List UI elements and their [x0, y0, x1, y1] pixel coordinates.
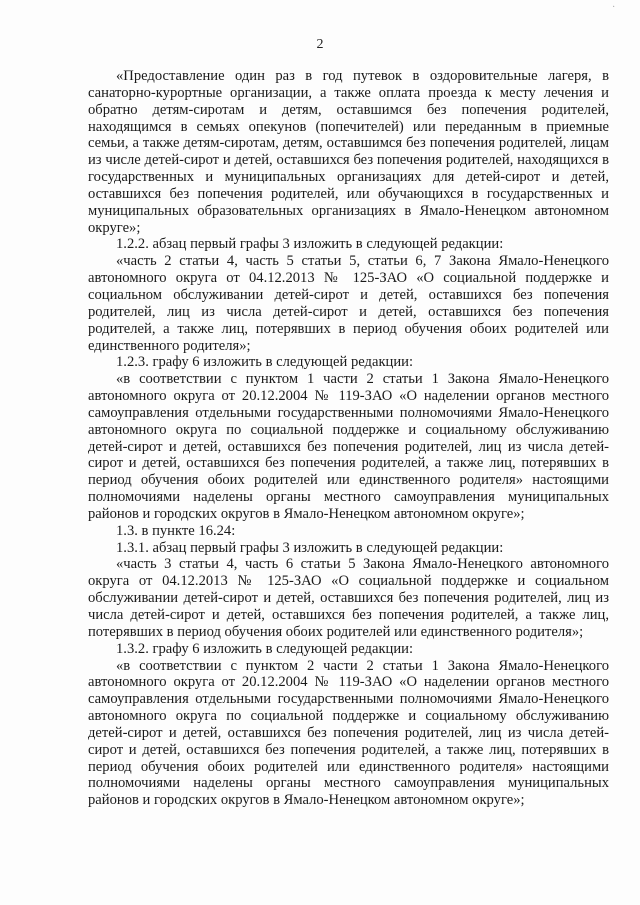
- paragraph-1-3-1-quote: «часть 3 статьи 4, часть 6 статьи 5 Закона Ямало-Ненецкого автономного округа от 04.12.2013 № 125-ЗАО «О социальной поддержке и социальном обслуживании детей-сирот и детей, оставшихся без попечения родителей, лиц из числа детей-сирот и детей, оставшихся без попечения родителей, а также лиц, потерявших в период обучения обоих родителей или единственного родителя»;: [88, 556, 609, 640]
- paragraph-1-3-1: 1.3.1. абзац первый графы 3 изложить в следующей редакции:: [116, 539, 504, 556]
- paragraph-1-2-2: 1.2.2. абзац первый графы 3 изложить в следующей редакции:: [116, 236, 504, 253]
- paragraph-1-3: 1.3. в пункте 16.24:: [116, 522, 236, 539]
- corner-mark: ·: [612, 2, 616, 13]
- paragraph-1-2-2-quote: «часть 2 статьи 4, часть 5 статьи 5, статьи 6, 7 Закона Ямало-Ненецкого автономного округа от 04.12.2013 № 125-ЗАО «О социальной поддержке и социальном обслуживании детей-сирот и детей, оставшихся без попечения родителей, лиц из числа детей-сирот и детей, оставшихся без попечения родителей, а также лиц, потерявших в период обучения обоих родителей или единственного родителя»;: [88, 253, 609, 354]
- paragraph-1-2-3-quote: «в соответствии с пунктом 1 части 2 статьи 1 Закона Ямало-Ненецкого автономного округа от 20.12.2004 № 119-ЗАО «О наделении органов местного самоуправления отдельными государственными полномочиями Ямало-Ненецкого автономного округа по социальной поддержке и социальному обслуживанию детей-сирот и детей, оставшихся без попечения родителей, лиц из числа детей-сирот и детей, оставшихся без попечения родителей, а также лиц, потерявших в период обучения обоих родителей или единственного родителя» настоящими полномочиями наделены органы местного самоуправления муниципальных районов и городских округов в Ямало-Ненецком автономном округе»;: [88, 371, 609, 522]
- paragraph-1-2-3: 1.2.3. графу 6 изложить в следующей редакции:: [116, 354, 414, 371]
- paragraph-1-3-2: 1.3.2. графу 6 изложить в следующей редакции:: [116, 640, 414, 657]
- document-body: [88, 68, 609, 809]
- page-number: 2: [316, 37, 324, 52]
- paragraph-1-quote: «Предоставление один раз в год путевок в оздоровительные лагеря, в санаторно-курортные организации, а также оплата проезда к месту лечения и обратно детям-сиротам и детям, оставшимся без попечения родителей, находящимся в семьях опекунов (попечителей) или переданным в приемные семьи, а также детям-сиротам, детям, оставшимся без попечения родителей, лицам из числе детей-сирот и детей, оставшихся без попечения родителей, находящихся в государственных и муниципальных организациях для детей-сирот и детей, оставшихся без попечения родителей, или обучающихся в государственных и муниципальных образовательных организациях в Ямало-Ненецком автономном округе»;: [88, 68, 609, 236]
- paragraph-1-3-2-quote: «в соответствии с пунктом 2 части 2 статьи 1 Закона Ямало-Ненецкого автономного округа от 20.12.2004 № 119-ЗАО «О наделении органов местного самоуправления отдельными государственными полномочиями Ямало-Ненецкого автономного округа по социальной поддержке и социальному обслуживанию детей-сирот и детей, оставшихся без попечения родителей, лиц из числа детей-сирот и детей, оставшихся без попечения родителей, а также лиц, потерявших в период обучения обоих родителей или единственного родителя» настоящими полномочиями наделены органы местного самоуправления муниципальных районов и городских округов в Ямало-Ненецком автономном округе»;: [88, 657, 609, 809]
